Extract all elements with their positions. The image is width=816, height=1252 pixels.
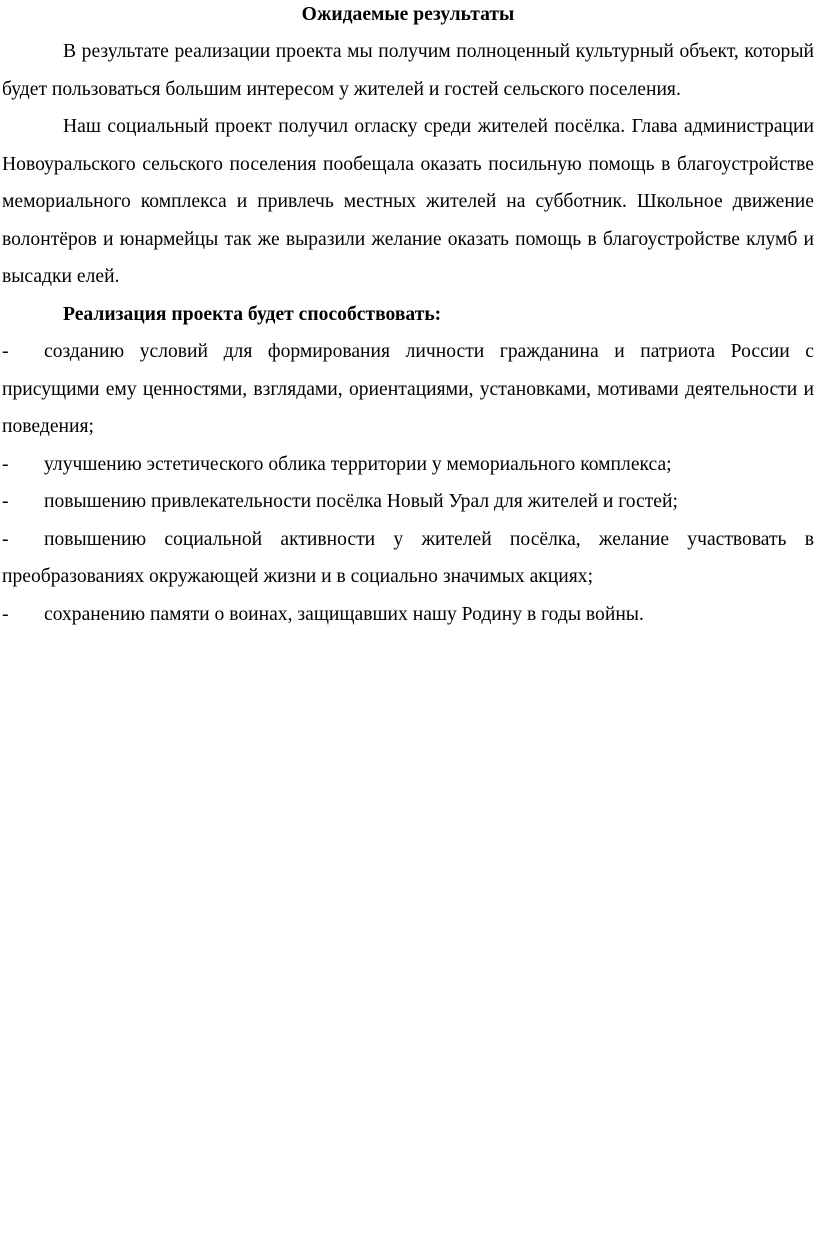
- list-item: [2, 483, 814, 521]
- document-title: Ожидаемые результаты: [301, 4, 515, 25]
- outcomes-list: [2, 333, 814, 633]
- list-item: [2, 596, 814, 634]
- paragraph-publicity: Наш социальный проект получил огласку среди жителей посёлка. Глава администрации Новоуральского сельского поселения пообещала оказать посильную помощь в благоустройстве мемориального комплекса и привлечь местных жителей на субботник. Школьное движение волонтёров и юнармейцы так же выразили желание оказать помощь в благоустройстве клумб и высадки елей.: [2, 116, 814, 287]
- list-item: [2, 333, 814, 446]
- list-marker: -: [2, 491, 9, 512]
- section-subheading: Реализация проекта будет способствовать:: [63, 303, 442, 325]
- list-item-text: повышению привлекательности посёлка Новый Урал для жителей и гостей;: [44, 491, 678, 512]
- list-item: [2, 521, 814, 596]
- list-item-text: созданию условий для формирования личности гражданина и патриота России с присущими ему ценностями, взглядами, ориентациями, установками, мотивами деятельности и поведения;: [2, 341, 814, 437]
- list-item-text: сохранению памяти о воинах, защищавших нашу Родину в годы войны.: [44, 603, 644, 625]
- list-marker: -: [2, 453, 9, 475]
- list-marker: -: [2, 528, 9, 550]
- list-item: [2, 446, 814, 484]
- list-marker: -: [2, 341, 9, 362]
- list-item-text: улучшению эстетического облика территории у мемориального комплекса;: [44, 453, 672, 475]
- list-marker: -: [2, 603, 9, 625]
- paragraph-results: В результате реализации проекта мы получим полноценный культурный объект, который будет пользоваться большим интересом у жителей и гостей сельского поселения.: [2, 41, 814, 100]
- list-item-text: повышению социальной активности у жителей посёлка, желание участвовать в преобразованиях окружающей жизни и в социально значимых акциях;: [2, 528, 814, 587]
